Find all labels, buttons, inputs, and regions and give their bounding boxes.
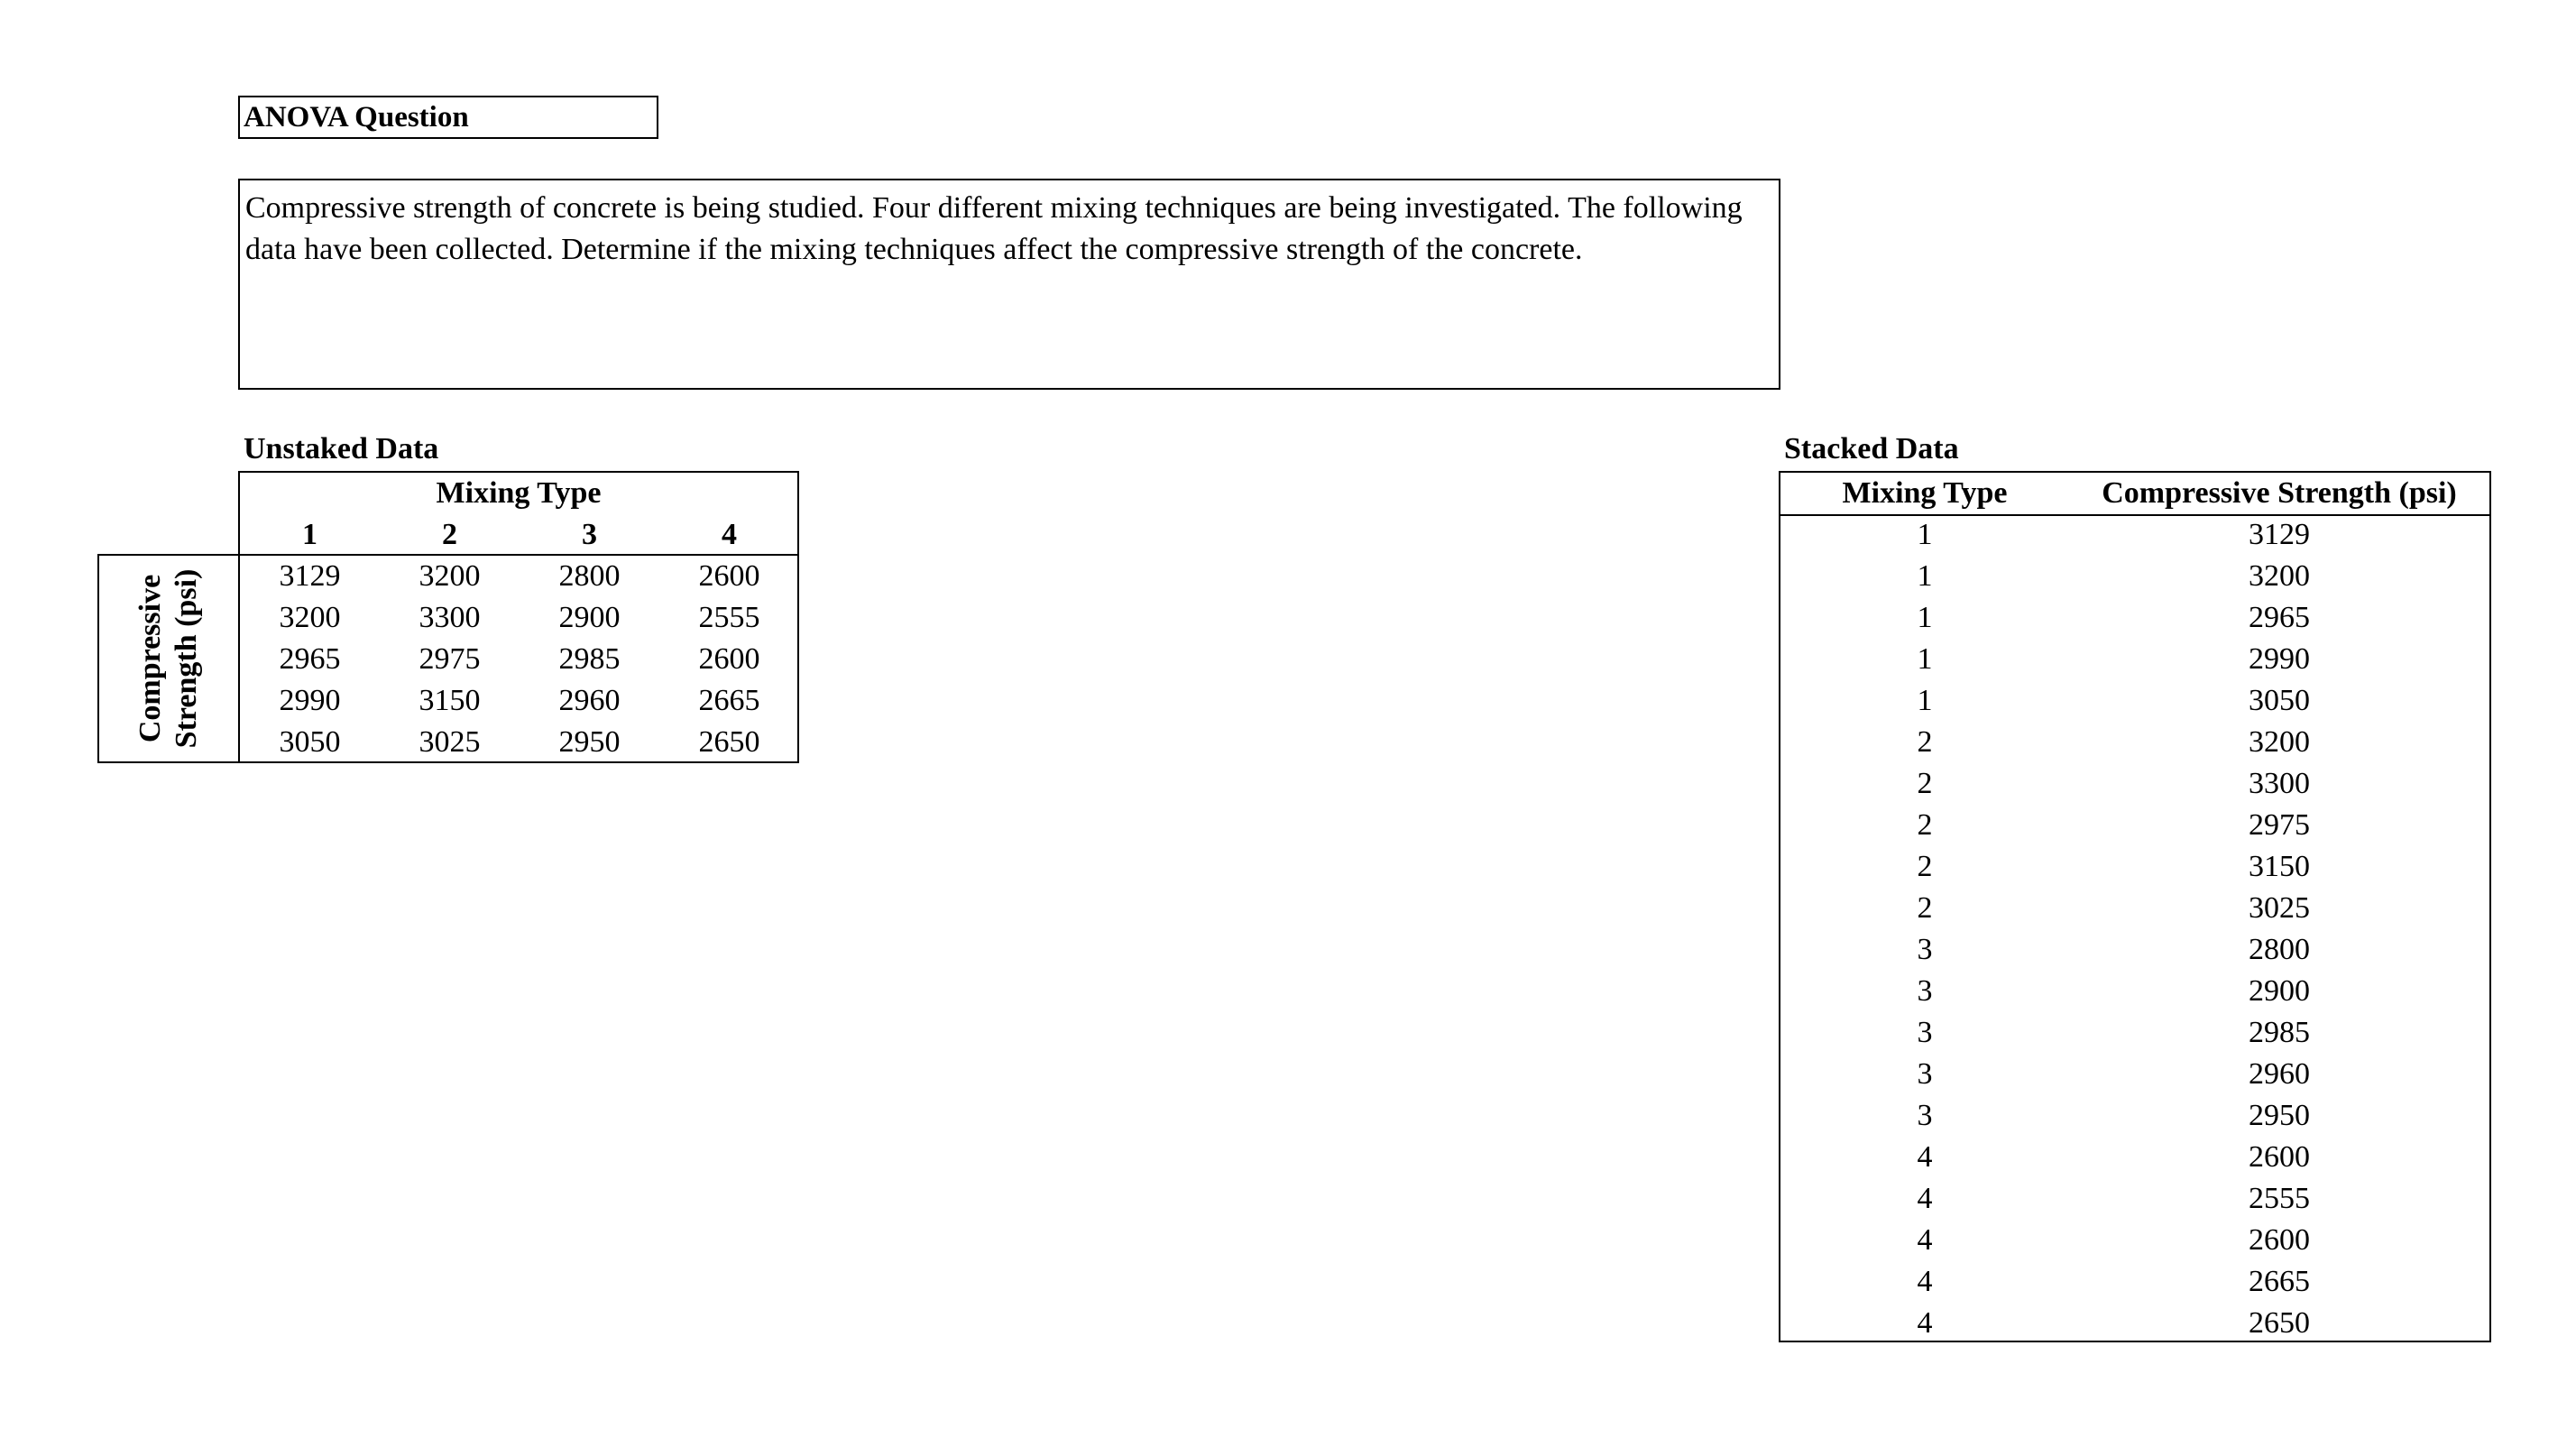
strength-cell: 2960	[2249, 1057, 2310, 1091]
table-row	[1780, 805, 2489, 846]
strength-cell: 3300	[2249, 767, 2310, 800]
column-header: 3	[582, 518, 597, 551]
row-label-line: Compressive	[133, 574, 167, 743]
table-row	[1780, 971, 2489, 1012]
table-row	[1780, 1261, 2489, 1303]
strength-cell: 2665	[2249, 1265, 2310, 1298]
stacked-header-row	[1780, 473, 2489, 516]
mixing-type-cell: 3	[1917, 1099, 1933, 1132]
table-cell: 3050	[279, 725, 341, 759]
mixing-type-cell: 1	[1917, 559, 1933, 593]
row-label	[133, 569, 205, 749]
strength-cell: 2965	[2249, 601, 2310, 634]
row-label-box	[97, 554, 240, 763]
table-row	[1780, 1012, 2489, 1054]
mixing-type-cell: 4	[1917, 1223, 1933, 1257]
mixing-type-cell: 2	[1917, 767, 1933, 800]
table-cell: 2990	[279, 684, 341, 717]
stacked-table	[1779, 471, 2491, 1342]
strength-cell: 2650	[2249, 1306, 2310, 1340]
unstacked-section-title: Unstaked Data	[244, 432, 439, 466]
table-row	[1780, 1178, 2489, 1220]
table-row	[1780, 1054, 2489, 1095]
mixing-type-cell: 3	[1917, 933, 1933, 966]
table-row	[1780, 722, 2489, 763]
strength-cell: 2950	[2249, 1099, 2310, 1132]
strength-cell: 3050	[2249, 684, 2310, 717]
table-cell: 2600	[698, 559, 760, 593]
row-label-line: Strength (psi)	[170, 568, 203, 749]
column-header: 1	[302, 518, 317, 551]
mixing-type-cell: 4	[1917, 1265, 1933, 1298]
mixing-type-cell: 4	[1917, 1140, 1933, 1174]
table-row	[1780, 1303, 2489, 1344]
mixing-type-cell: 2	[1917, 891, 1933, 925]
table-cell: 2950	[558, 725, 621, 759]
mixing-type-cell: 4	[1917, 1306, 1933, 1340]
mixing-type-cell: 1	[1917, 601, 1933, 634]
table-cell: 3129	[279, 559, 341, 593]
table-row	[1780, 597, 2489, 639]
strength-cell: 2985	[2249, 1016, 2310, 1049]
mixing-type-cell: 3	[1917, 1057, 1933, 1091]
table-cell: 2975	[419, 642, 481, 676]
table-row	[1780, 514, 2489, 556]
strength-cell: 2900	[2249, 974, 2310, 1008]
strength-cell: 2800	[2249, 933, 2310, 966]
mixing-type-cell: 2	[1917, 850, 1933, 883]
table-cell: 3300	[419, 601, 481, 634]
column-header: 4	[722, 518, 737, 551]
table-cell: 2650	[698, 725, 760, 759]
table-row	[1780, 888, 2489, 929]
mixing-type-cell: 3	[1917, 1016, 1933, 1049]
unstacked-table-header	[238, 471, 799, 556]
strength-cell: 2975	[2249, 808, 2310, 842]
table-row	[1780, 639, 2489, 680]
column-header: Mixing Type	[1842, 476, 2008, 510]
page-title: ANOVA Question	[238, 96, 658, 139]
column-header: Compressive Strength (psi)	[2102, 476, 2457, 510]
table-row	[1780, 1095, 2489, 1137]
strength-cell: 3025	[2249, 891, 2310, 925]
mixing-type-cell: 1	[1917, 642, 1933, 676]
mixing-type-cell: 4	[1917, 1182, 1933, 1215]
table-row	[1780, 763, 2489, 805]
table-row	[1780, 556, 2489, 597]
strength-cell: 2600	[2249, 1140, 2310, 1174]
strength-cell: 2990	[2249, 642, 2310, 676]
table-cell: 2800	[558, 559, 621, 593]
unstacked-table-body	[238, 554, 799, 763]
table-cell: 3200	[419, 559, 481, 593]
table-row	[1780, 680, 2489, 722]
table-row	[1780, 1137, 2489, 1178]
table-cell: 3200	[279, 601, 341, 634]
stacked-section-title: Stacked Data	[1784, 432, 1959, 466]
strength-cell: 3200	[2249, 725, 2310, 759]
mixing-type-header: Mixing Type	[436, 476, 602, 510]
table-cell: 3150	[419, 684, 481, 717]
mixing-type-cell: 3	[1917, 974, 1933, 1008]
mixing-type-cell: 1	[1917, 684, 1933, 717]
table-row	[1780, 846, 2489, 888]
table-cell: 2555	[698, 601, 760, 634]
strength-cell: 3150	[2249, 850, 2310, 883]
table-cell: 2600	[698, 642, 760, 676]
table-row	[1780, 1220, 2489, 1261]
strength-cell: 3200	[2249, 559, 2310, 593]
strength-cell: 3129	[2249, 518, 2310, 551]
table-cell: 2965	[279, 642, 341, 676]
mixing-type-cell: 1	[1917, 518, 1933, 551]
table-cell: 2665	[698, 684, 760, 717]
mixing-type-cell: 2	[1917, 725, 1933, 759]
table-cell: 2985	[558, 642, 621, 676]
table-cell: 3025	[419, 725, 481, 759]
table-cell: 2900	[558, 601, 621, 634]
column-header: 2	[442, 518, 457, 551]
question-text: Compressive strength of concrete is being studied. Four different mixing techniques are being investigated. The following data have been collected. Determine if the mixing techniques affect the compressive strength of the concrete.	[238, 179, 1780, 390]
strength-cell: 2555	[2249, 1182, 2310, 1215]
table-cell: 2960	[558, 684, 621, 717]
strength-cell: 2600	[2249, 1223, 2310, 1257]
table-row	[1780, 929, 2489, 971]
mixing-type-cell: 2	[1917, 808, 1933, 842]
